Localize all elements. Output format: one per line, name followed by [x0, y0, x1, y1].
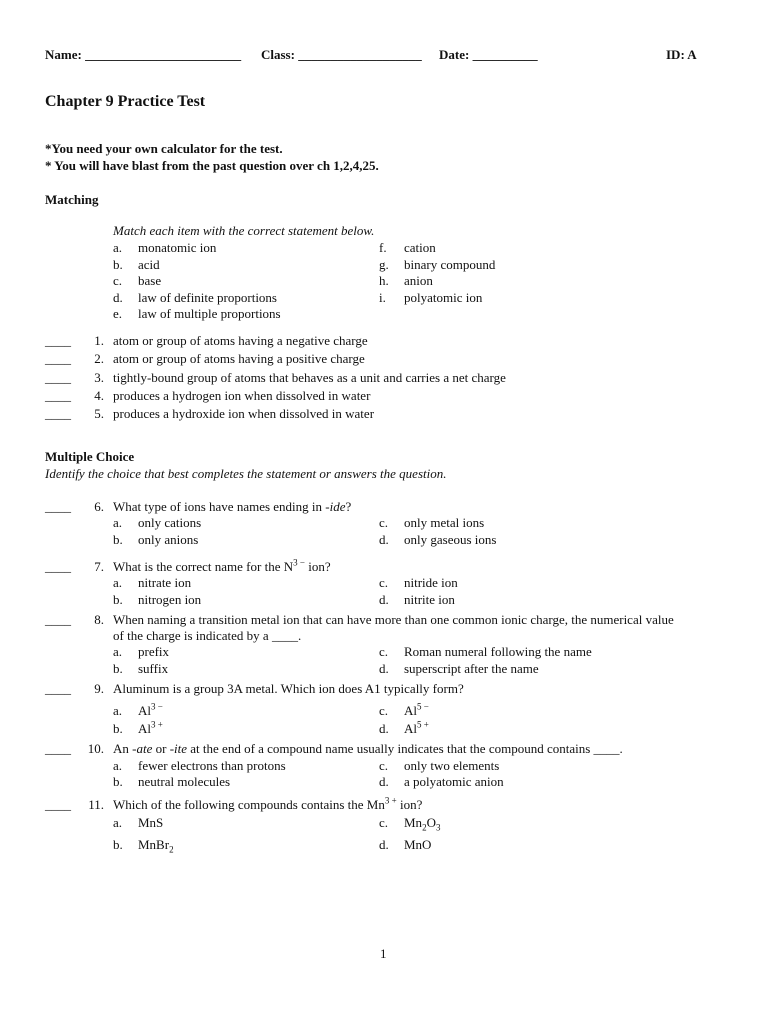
- answer-blank[interactable]: ____: [45, 351, 71, 366]
- option-text: base: [138, 273, 162, 288]
- choice-d: nitrite ion: [404, 592, 455, 607]
- choice-d: superscript after the name: [404, 661, 539, 676]
- choice-letter: b.: [113, 721, 123, 736]
- answer-blank[interactable]: ____: [45, 559, 71, 574]
- choice-b: suffix: [138, 661, 169, 676]
- choice-a: MnS: [138, 815, 164, 830]
- question-number: 3.: [94, 370, 104, 385]
- question-stem: An -ate or -ite at the end of a compound name usually indicates that the compound contains ____.: [113, 741, 623, 756]
- option-letter: h.: [379, 273, 389, 288]
- item-text: atom or group of atoms having a negative charge: [113, 333, 368, 348]
- choice-c: only metal ions: [404, 515, 485, 530]
- choice-letter: c.: [379, 644, 389, 659]
- option-letter: d.: [113, 290, 123, 305]
- question-number: 4.: [94, 388, 104, 403]
- question-number: 8.: [94, 612, 104, 627]
- choice-letter: c.: [379, 515, 389, 530]
- question-number: 9.: [94, 681, 104, 696]
- choice-letter: d.: [379, 592, 389, 607]
- choice-letter: c.: [379, 815, 389, 830]
- answer-blank[interactable]: ____: [45, 612, 71, 627]
- answer-blank[interactable]: ____: [45, 333, 71, 348]
- option-letter: i.: [379, 290, 386, 305]
- question-stem: Which of the following compounds contains the $Mn^{3 +}$ ion?: [113, 795, 423, 812]
- matching-heading: Matching: [45, 192, 99, 207]
- choice-a: only cations: [138, 515, 202, 530]
- option-letter: g.: [379, 257, 389, 272]
- choice-letter: a.: [113, 758, 123, 773]
- choice-c: $Mn_2O_3$: [404, 815, 441, 833]
- choice-letter: d.: [379, 532, 389, 547]
- choice-letter: b.: [113, 837, 123, 852]
- choice-d: only gaseous ions: [404, 532, 497, 547]
- multiple-choice-instruction: Identify the choice that best completes the statement or answers the question.: [45, 466, 447, 481]
- question-number: 1.: [94, 333, 104, 348]
- question-stem-line2: of the charge is indicated by a ____.: [113, 628, 302, 643]
- answer-blank[interactable]: ____: [45, 499, 71, 514]
- answer-blank[interactable]: ____: [45, 406, 71, 421]
- page-number: 1: [380, 946, 387, 961]
- choice-letter: a.: [113, 515, 123, 530]
- choice-b: neutral molecules: [138, 774, 231, 789]
- question-number: 7.: [94, 559, 104, 574]
- option-text: monatomic ion: [138, 240, 217, 255]
- option-letter: e.: [113, 306, 123, 321]
- choice-letter: d.: [379, 774, 389, 789]
- answer-blank[interactable]: ____: [45, 388, 71, 403]
- choice-letter: b.: [113, 774, 123, 789]
- choice-letter: d.: [379, 837, 389, 852]
- option-text: anion: [404, 273, 433, 288]
- choice-d: a polyatomic anion: [404, 774, 504, 789]
- question-stem: What is the correct name for the $N^{3 -}$ ion?: [113, 557, 331, 574]
- option-text: polyatomic ion: [404, 290, 483, 305]
- option-letter: b.: [113, 257, 123, 272]
- question-number: 6.: [94, 499, 104, 514]
- choice-a: prefix: [138, 644, 170, 659]
- question-number: 2.: [94, 351, 104, 366]
- choice-a: nitrate ion: [138, 575, 192, 590]
- choice-letter: a.: [113, 815, 123, 830]
- option-letter: f.: [379, 240, 387, 255]
- choice-b: nitrogen ion: [138, 592, 202, 607]
- choice-letter: d.: [379, 661, 389, 676]
- answer-blank[interactable]: ____: [45, 797, 71, 812]
- item-text: produces a hydrogen ion when dissolved in water: [113, 388, 371, 403]
- question-number: 10.: [87, 741, 104, 756]
- page-title: Chapter 9 Practice Test: [45, 93, 206, 110]
- question-stem: What type of ions have names ending in -ide?: [113, 499, 352, 514]
- item-text: tightly-bound group of atoms that behaves as a unit and carries a net charge: [113, 370, 506, 385]
- answer-blank[interactable]: ____: [45, 741, 71, 756]
- name-field-label: Name: ________________________: [45, 47, 242, 62]
- choice-a: $Al^{3 -}$: [138, 701, 163, 718]
- choice-d: $Al^{5 +}$: [404, 719, 429, 736]
- note-calculator: *You need your own calculator for the test.: [45, 141, 283, 156]
- choice-letter: d.: [379, 721, 389, 736]
- option-letter: c.: [113, 273, 123, 288]
- id-label: ID: A: [666, 47, 697, 62]
- answer-blank[interactable]: ____: [45, 370, 71, 385]
- choice-letter: b.: [113, 532, 123, 547]
- item-text: atom or group of atoms having a positive charge: [113, 351, 365, 366]
- choice-letter: b.: [113, 661, 123, 676]
- option-text: law of definite proportions: [138, 290, 277, 305]
- question-number: 11.: [88, 797, 104, 812]
- choice-letter: a.: [113, 575, 123, 590]
- option-text: binary compound: [404, 257, 496, 272]
- choice-letter: c.: [379, 758, 389, 773]
- question-number: 5.: [94, 406, 104, 421]
- choice-c: only two elements: [404, 758, 500, 773]
- choice-letter: c.: [379, 575, 389, 590]
- choice-letter: a.: [113, 703, 123, 718]
- choice-c: $Al^{5 -}$: [404, 701, 429, 718]
- choice-letter: b.: [113, 592, 123, 607]
- choice-letter: a.: [113, 644, 123, 659]
- question-stem-line1: When naming a transition metal ion that can have more than one common ionic charge, the numerical value: [113, 612, 674, 627]
- option-text: acid: [138, 257, 160, 272]
- class-field-label: Class: ___________________: [261, 47, 422, 62]
- item-text: produces a hydroxide ion when dissolved in water: [113, 406, 375, 421]
- option-letter: a.: [113, 240, 123, 255]
- matching-instruction: Match each item with the correct statement below.: [113, 223, 375, 238]
- choice-letter: c.: [379, 703, 389, 718]
- option-text: law of multiple proportions: [138, 306, 281, 321]
- multiple-choice-heading: Multiple Choice: [45, 449, 135, 464]
- choice-c: Roman numeral following the name: [404, 644, 592, 659]
- choice-c: nitride ion: [404, 575, 458, 590]
- question-stem: Aluminum is a group 3A metal. Which ion does A1 typically form?: [113, 681, 464, 696]
- choice-b: $Al^{3 +}$: [138, 719, 163, 736]
- date-field-label: Date: __________: [439, 47, 538, 62]
- option-text: cation: [404, 240, 436, 255]
- answer-blank[interactable]: ____: [45, 681, 71, 696]
- choice-b: only anions: [138, 532, 199, 547]
- choice-b: MnBr$_2$: [138, 837, 174, 855]
- choice-a: fewer electrons than protons: [138, 758, 286, 773]
- note-blast-from-past: * You will have blast from the past question over ch 1,2,4,25.: [45, 158, 379, 173]
- choice-d: MnO: [404, 837, 432, 852]
